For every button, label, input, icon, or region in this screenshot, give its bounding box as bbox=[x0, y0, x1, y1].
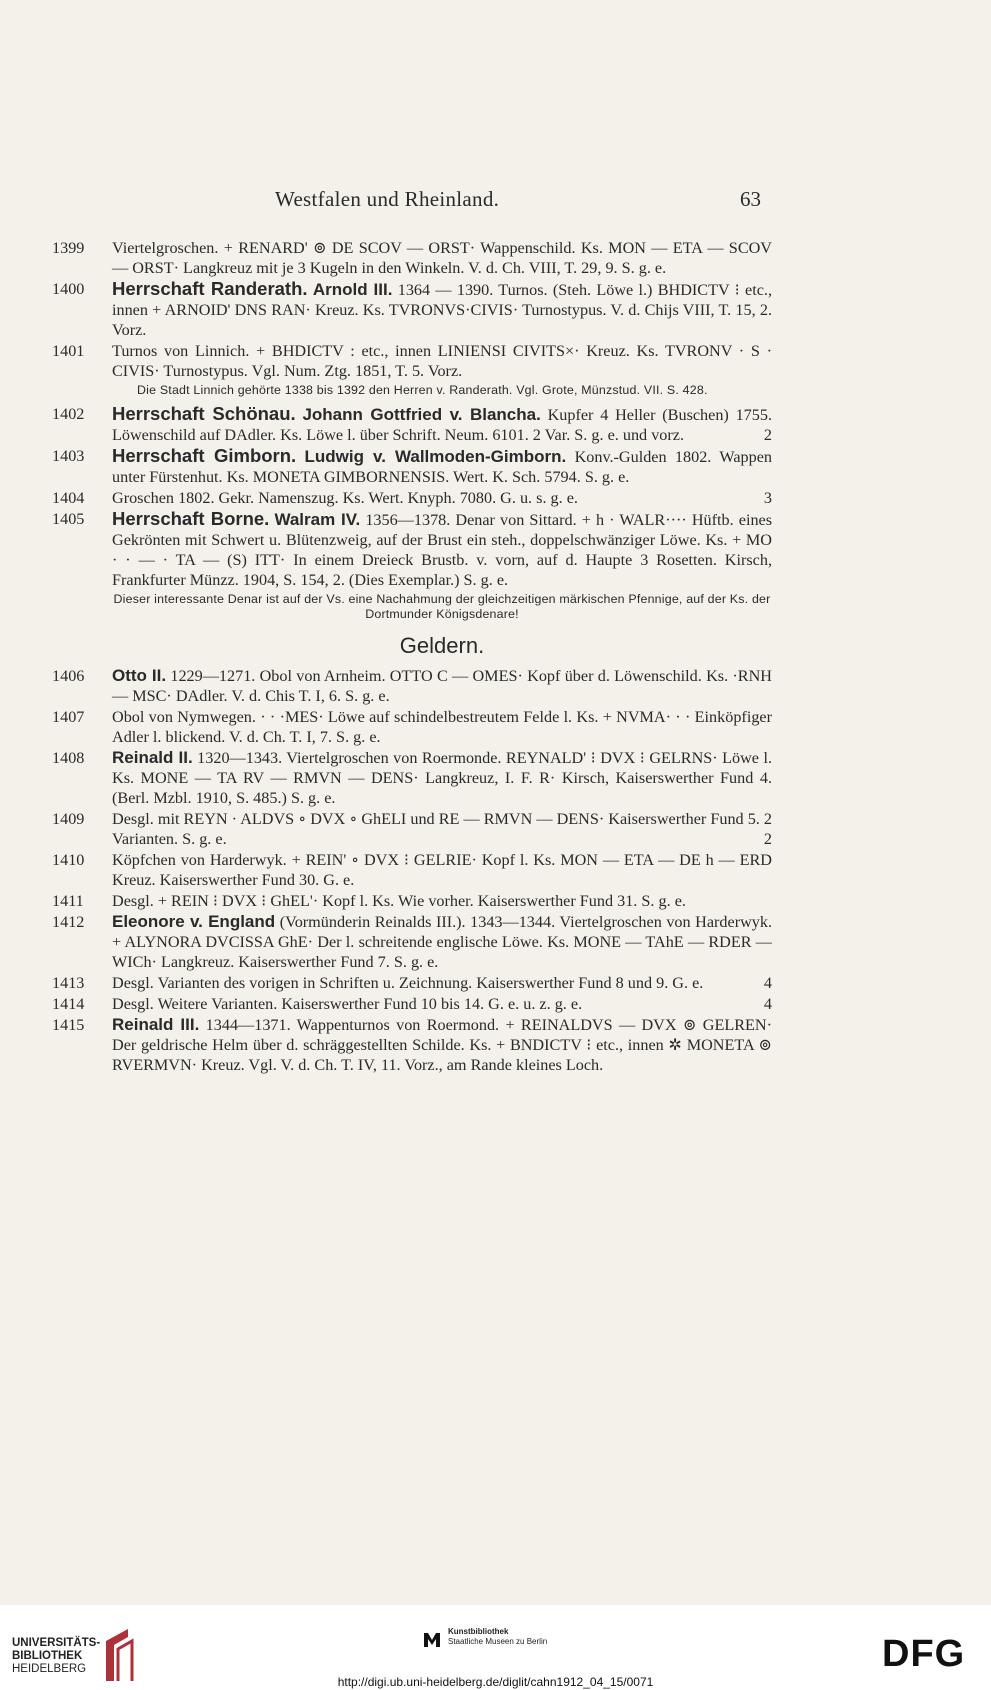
entry-number: 1408 bbox=[52, 749, 85, 767]
entry-text: 1229—1271. Obol von Arnheim. OTTO C — OMES· Kopf über d. Löwenschild. Ks. ·RNH — MSC· DAdler. V. d. Chis T. I, 6. S. g. e. bbox=[112, 667, 772, 705]
ub-heidelberg-logo-text bbox=[12, 1637, 100, 1676]
entry-number: 1400 bbox=[52, 280, 85, 298]
entry-count: 2 bbox=[763, 830, 772, 848]
entry-number: 1399 bbox=[52, 239, 85, 257]
entry-number: 1410 bbox=[52, 851, 85, 869]
entry-1413 bbox=[52, 973, 772, 993]
section-heading: Geldern. bbox=[399, 633, 485, 658]
entry-text: Viertelgroschen. + RENARD' ⊚ DE SCOV — ORST· Wappenschild. Ks. MON — ETA — SCOV — ORST· Langkreuz mit je 3 Kugeln in den Winkeln. V. d. Ch. VIII, T. 29, 9. S. g. e. bbox=[112, 239, 772, 277]
entry-number: 1406 bbox=[52, 667, 85, 685]
entry-number: 1405 bbox=[52, 510, 85, 528]
entry-heading: Reinald III. bbox=[112, 1015, 200, 1034]
entry-1399 bbox=[52, 238, 772, 278]
entry-footnote: Dieser interessante Denar ist auf der Vs. eine Nachahmung der gleichzeitigen märkischen Pfennige, auf der Ks. der Dortmunder Königsdenare! bbox=[113, 592, 771, 621]
entry-text: Groschen 1802. Gekr. Namenszug. Ks. Wert. Knyph. 7080. G. u. s. g. e. bbox=[112, 489, 578, 507]
entry-1410 bbox=[52, 850, 772, 890]
catalog-entries bbox=[52, 238, 772, 1076]
entry-1409 bbox=[52, 809, 772, 849]
entry-1402 bbox=[52, 404, 772, 445]
entry-1414 bbox=[52, 994, 772, 1014]
entry-text: Konv.-Gulden 1802. Wappen unter Fürstenhut. Ks. MONETA GIMBORNENSIS. Wert. K. Sch. 5794. S. g. e. bbox=[112, 448, 773, 486]
dfg-logo: DFG bbox=[882, 1633, 966, 1675]
entry-number: 1411 bbox=[52, 892, 84, 910]
entry-1400 bbox=[52, 279, 772, 340]
entry-text: (Vormünderin Reinalds III.). 1343—1344. Viertelgroschen von Harderwyk. + ALYNORA DVCISSA GhE· Der l. schreitende englische Löwe. Ks. MONE — TAhE — RDER — WICh· Langkreuz. Kaiserswerther Fund 7. S. g. e. bbox=[112, 913, 773, 971]
ub-line-1: UNIVERSITÄTS- bbox=[12, 1637, 101, 1649]
kunstbibliothek-logo-icon bbox=[422, 1629, 442, 1649]
entry-text: Desgl. + REIN ⁝ DVX ⁝ GhEL'· Kopf l. Ks. Wie vorher. Kaiserswerther Fund 31. S. g. e. bbox=[112, 892, 686, 910]
entry-footnote: Die Stadt Linnich gehörte 1338 bis 1392 den Herren v. Randerath. Vgl. Grote, Münzstud. VII. S. 428. bbox=[137, 383, 708, 397]
entry-heading: Reinald II. bbox=[112, 748, 193, 767]
page-number: 63 bbox=[740, 187, 761, 211]
entry-1415 bbox=[52, 1015, 772, 1075]
running-title: Westfalen und Rheinland. bbox=[275, 187, 500, 211]
entry-number: 1413 bbox=[52, 974, 85, 992]
entry-subheading: Arnold III. bbox=[312, 280, 393, 299]
entry-1406 bbox=[52, 666, 772, 706]
entry-subheading: Johann Gottfried v. Blancha. bbox=[302, 405, 541, 424]
entry-count: 3 bbox=[763, 489, 772, 507]
entry-1412 bbox=[52, 912, 772, 972]
entry-count: 4 bbox=[763, 974, 772, 992]
entry-number: 1401 bbox=[52, 342, 85, 360]
ub-line-3: HEIDELBERG bbox=[12, 1663, 87, 1675]
entry-1401 bbox=[52, 341, 772, 381]
entry-text: Desgl. Weitere Varianten. Kaiserswerther Fund 10 bis 14. G. e. u. z. g. e. bbox=[112, 995, 583, 1013]
entry-heading: Eleonore v. England bbox=[112, 912, 276, 931]
kunstbibliothek-logo-text bbox=[448, 1627, 547, 1647]
entry-text: 1344—1371. Wappenturnos von Roermond. + REINALDVS — DVX ⊚ GELREN· Der geldrische Helm über d. schräggestellten Schilde. Ks. + BNDICTV ⁝ etc., innen ✲ MONETA ⊚ RVERMVN· Kreuz. Vgl. V. d. Ch. T. IV, 11. Vorz., am Rande kleines Loch. bbox=[112, 1016, 773, 1074]
entry-number: 1402 bbox=[52, 405, 85, 423]
entry-text: Kupfer 4 Heller (Buschen) 1755. Löwenschild auf DAdler. Ks. Löwe l. über Schrift. Neum. 6101. 2 Var. S. g. e. und vorz. bbox=[112, 406, 773, 444]
digitization-footer bbox=[0, 1605, 991, 1690]
entry-heading: Herrschaft Randerath. bbox=[112, 278, 308, 299]
entry-number: 1414 bbox=[52, 995, 85, 1013]
entry-count: 2 bbox=[763, 426, 772, 444]
ub-line-2: BIBLIOTHEK bbox=[12, 1650, 83, 1662]
entry-subheading: Ludwig v. Wallmoden-Gimborn. bbox=[304, 447, 567, 466]
entry-text: Turnos von Linnich. + BHDICTV : etc., innen LINIENSI CIVITS×· Kreuz. Ks. TVRONV · S · CIVIS· Turnostypus. Vgl. Num. Ztg. 1851, T. 5. Vorz. bbox=[112, 342, 772, 380]
entry-number: 1407 bbox=[52, 708, 85, 726]
kb-line-2: Staatliche Museen zu Berlin bbox=[448, 1637, 548, 1646]
entry-text: 1364 — 1390. Turnos. (Steh. Löwe l.) BHDICTV ⁝ etc., innen + ARNOID' DNS RAN· Kreuz. Ks. TVRONVS·CIVIS· Turnostypus. V. d. Chijs VIII, T. 15, 2. Vorz. bbox=[112, 281, 773, 339]
kb-line-1: Kunstbibliothek bbox=[448, 1627, 509, 1636]
entry-1403 bbox=[52, 446, 772, 487]
entry-1408 bbox=[52, 748, 772, 808]
entry-text: Desgl. mit REYN · ALDVS ∘ DVX ∘ GhELI und RE — RMVN — DENS· Kaiserswerther Fund 5. 2 Varianten. S. g. e. bbox=[112, 810, 772, 848]
entry-text: 1356—1378. Denar von Sittard. + h · WALR···· Hüftb. eines Gekrönten mit Schwert u. Blütenzweig, auf der Brust ein steh., doppelschwänziger Löwe. Ks. + MO · · — · TA — (S) ITT· In einem Dreieck Brustb. v. vorn, auf d. Haupte 3 Rosetten. Kirsch, Frankfurter Münzz. 1904, S. 154, 2. (Dies Exemplar.) S. g. e. bbox=[112, 511, 773, 589]
entry-text: Köpfchen von Harderwyk. + REIN' ∘ DVX ⁝ GELRIE· Kopf l. Ks. MON — ETA — DE h — ERD Kreuz. Kaiserswerther Fund 30. G. e. bbox=[112, 851, 772, 889]
entry-1411 bbox=[52, 891, 772, 911]
entry-heading: Herrschaft Gimborn. bbox=[112, 445, 297, 466]
entry-number: 1412 bbox=[52, 913, 85, 931]
entry-heading: Herrschaft Schönau. bbox=[112, 403, 296, 424]
entry-count: 4 bbox=[763, 995, 772, 1013]
entry-subheading: Walram IV. bbox=[274, 510, 361, 529]
entry-1404 bbox=[52, 488, 772, 508]
entry-heading: Otto II. bbox=[112, 666, 167, 685]
entry-text: Obol von Nymwegen. · · ·MES· Löwe auf schindelbestreutem Felde l. Ks. + NVMA· · · Einköpfiger Adler l. blickend. V. d. Ch. T. I, 7. S. g. e. bbox=[112, 708, 772, 746]
entry-number: 1404 bbox=[52, 489, 85, 507]
entry-text: 1320—1343. Viertelgroschen von Roermonde. REYNALD' ⁝ DVX ⁝ GELRNS· Löwe l. Ks. MONE — TA RV — RMVN — DENS· Langkreuz, I. F. R· Kirsch, Kaiserswerther Fund 4. (Berl. Mzbl. 1910, S. 485.) S. g. e. bbox=[112, 749, 772, 807]
running-head bbox=[0, 187, 991, 217]
entry-heading: Herrschaft Borne. bbox=[112, 508, 270, 529]
permalink-url[interactable]: http://digi.ub.uni-heidelberg.de/diglit/cahn1912_04_15/0071 bbox=[337, 1675, 654, 1689]
entry-1405 bbox=[52, 509, 772, 590]
entry-number: 1415 bbox=[52, 1016, 85, 1034]
entry-1407 bbox=[52, 707, 772, 747]
entry-number: 1409 bbox=[52, 810, 85, 828]
entry-number: 1403 bbox=[52, 447, 85, 465]
entry-text: Desgl. Varianten des vorigen in Schriften u. Zeichnung. Kaiserswerther Fund 8 und 9. G. e. bbox=[112, 974, 704, 992]
